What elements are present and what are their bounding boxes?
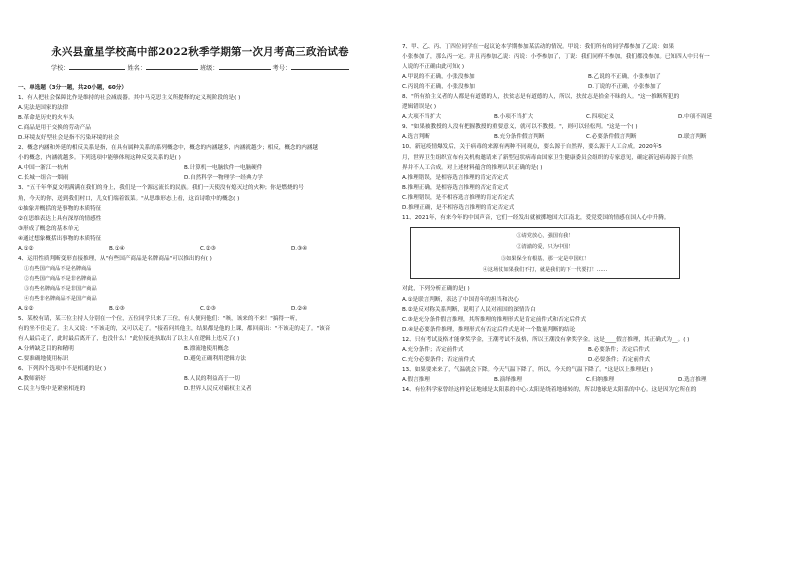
question-text: 8、"所有拾主义者的人都是有道德的人，扶贫志是有道德的人，所以，扶贫志是拾金不昧的人。"这一推断所犯的: [402, 94, 680, 101]
option-row: [18, 163, 382, 173]
option-b: B.漂流地使用概念: [184, 346, 229, 353]
option-row: [18, 384, 382, 394]
question-text: 13、如果要来来了，气温就会下降。今天气温下降了，所以，今天的气温下降了。"这是以上推理是( ): [402, 366, 653, 373]
option-row: [402, 72, 766, 82]
option-b: B.必要条件；否定后件式: [588, 346, 650, 353]
question-text: 小的概念，内涵就越多。下列选项中能够体现这种反变关系的是( ): [18, 155, 181, 162]
question-text: 有人最后走了，此时最后离开了，也没什么！"此位接连执取出了以主人在逻辑上违反了( ): [18, 336, 240, 343]
question-text: 11、2021年，有来今年的中国声音，它们一经发出就被掷地国大江南北，爱党爱国的情感在国人心中升腾。: [402, 214, 670, 221]
option-a: A.大项不当扩大: [402, 114, 442, 121]
option-d: D.③④: [291, 245, 308, 252]
question-text: 14、有位科学家曾经这样论证地球是太阳系的中心:太阳是绕着地球转的，所以地球是太阳系的中心。这是因为它所在的: [402, 386, 697, 393]
option-row: [18, 344, 382, 354]
question-text: 3、"五千年华夏文明满满在我们的身上，我们是一个源远流长的民族。我们一天使没有熄灭过的火种；你是燃烧的号: [18, 185, 304, 192]
option-c: C.必要条件假言判断: [586, 134, 637, 141]
option-d: D.联言判断: [678, 134, 707, 141]
option-row: [402, 345, 766, 355]
option-b: B.①④: [109, 245, 125, 252]
option-line: A.宪法是国家的法律: [18, 105, 69, 112]
question-text: 7、甲、乙、丙、丁四位同学在一起议论本学期参加某活动的情况。甲说：我们所有的同学都参加了乙说：如果: [402, 44, 675, 50]
question-text: 4、运用性质判断变形直接推理，从"有些国产商品是名牌商品"可以推出的有( ): [18, 255, 212, 262]
option-row: [18, 244, 382, 254]
option-line: D.环境友好型社会是指不污染环境的社会: [18, 135, 120, 142]
question-text: 逻辑错误是( ): [402, 104, 437, 111]
quote-line: ④这场仗如果我们不打，就是我们的下一代要打！……: [482, 267, 608, 274]
question-text: 5、某校有请，某三位主持人分别在一个位，五位同学只来了三位，有人便问他们："咳，该来的不来！"搞得一听，: [18, 316, 301, 323]
option-d: D.避免正确利用逻辑方法: [184, 356, 247, 363]
number-label: 考号：: [272, 65, 292, 72]
school-label: 学校：: [50, 65, 70, 72]
exam-title: 永兴县童星学校高中部2022秋季学期第一次月考高三政治试卷: [51, 46, 349, 58]
option-b: B.演绎推理: [494, 376, 522, 383]
question-text: 12、只有考试及格才能拿奖学金，王潮考试不及格，所以王潮没有拿奖学金。这是____假言推理，其正确式为__。( ): [402, 336, 690, 343]
statement-line: ①有些国产商品不是名牌商品: [24, 265, 92, 272]
class-label: 班级：: [199, 65, 219, 72]
option-line: D.推理正确，是不相容选言推理的肯定否定式: [402, 204, 515, 211]
statement-line: ②在思维表达上具有深厚的情感性: [18, 215, 102, 222]
option-line: A.推理错误，是相容选言推理的肯定否定式: [402, 174, 509, 181]
option-line: C.③是充分条件假言推理，其所推理的推理形式是肯定前件式和否定后件式: [402, 316, 587, 323]
option-c: C.归纳推理: [586, 376, 615, 383]
option-a: A.选言判断: [402, 134, 430, 141]
option-line: B.②是反对称关系判断，说明了人民对祖国的深情告白: [402, 306, 536, 313]
option-line: B.推理正确，是相容选言推理的否定肯定式: [402, 184, 509, 191]
option-b: B.①③: [109, 306, 125, 313]
option-c: C.②③: [200, 306, 216, 313]
option-a: A.①②: [18, 306, 34, 313]
statement-line: ②有些国产商品不是非名牌商品: [24, 275, 97, 282]
option-a: A.假言推理: [402, 376, 430, 383]
option-b: B.乙说的不正确，小张参加了: [588, 74, 661, 81]
option-c: C.②③: [200, 245, 216, 252]
statement-line: ①抽象并概括的是事物的本质特征: [18, 205, 102, 212]
question-text: 9、"如果被教授的人没有把握教授的重要意义，就可以不教授。"，则可以轻松判。"这是一个( ): [402, 124, 638, 131]
question-text: 人说的不正确由此可知( ): [402, 64, 465, 71]
question-text: 10、新冠疫情爆发后，关于病毒的来源有两种不同观点，要么源于自然界，要么源于人工合成。2020年5: [402, 144, 662, 151]
option-d: D.选言推理: [678, 376, 707, 383]
option-a: A.①②: [18, 245, 34, 252]
option-row: [402, 375, 766, 385]
option-row: [18, 354, 382, 364]
option-b: B.充分条件假言判断: [494, 134, 545, 141]
statement-line: ③形成了概念的基本单元: [18, 225, 79, 232]
option-c: C.长城一组合一烟雨: [18, 175, 69, 182]
option-row: [18, 374, 382, 384]
left-column: [18, 44, 382, 394]
question-text: 2、概念内涵和外延的相反关系是指，在具有属种关系的系列概念中，概念的内涵越多，内涵就越少；相反，概念的内涵越: [18, 145, 319, 152]
option-row: [18, 304, 382, 314]
option-a: A.甲说的不正确，小张没参加: [402, 74, 475, 81]
question-text: 小张参加了，那么丙一定。并且丙参加乙说：丙说：小李参加了，丁说：我们同样不参加，我们都没参加。已知四人中只有一: [402, 54, 710, 61]
quote-box: [410, 227, 680, 280]
option-row: [402, 355, 766, 365]
name-label: 姓名：: [127, 65, 147, 72]
question-text: 角，今天的你，送到我们村口，儿女们端着饭菜。"从思维形态上看，这首诗歌中的概念( ): [18, 195, 240, 202]
option-row: [402, 82, 766, 92]
option-row: [402, 112, 766, 122]
right-column: [402, 42, 766, 395]
option-a: A.充分条件；否定前件式: [402, 346, 464, 353]
question-text: 对此，下列分析正确的是( ): [402, 286, 470, 293]
option-c: C.民主与集中是紧密相连的: [18, 386, 86, 393]
name-blank[interactable]: [146, 62, 198, 70]
question-text: 月，世界卫生组织宣布有关机构邀请来了新型冠状病毒由国家卫生健康委员会组织的专家意见，确定新冠病毒源于自然: [402, 154, 693, 161]
question-text: 6、下列四个选项中不是相通的是( ): [18, 366, 107, 373]
option-line: D.④是必要条件推理，推理形式有否定后件式是对一个数量判断的结论: [402, 326, 576, 333]
question-text: 1、有人把社会保障比作是维持的社会减震器。其中马克思主义所提释的定义现阶段的是( ): [18, 95, 241, 102]
section-heading: 一、单选题（3分一题，共20小题，60分）: [18, 85, 127, 91]
option-d: D.自然科学一物理学一经典力学: [184, 175, 263, 182]
option-d: D.必要条件；否定前件式: [588, 356, 651, 363]
option-c: C.充分必要条件；否定前件式: [402, 356, 475, 363]
option-b: B.小项不当扩大: [494, 114, 534, 121]
option-row: [402, 132, 766, 142]
quote-line: ②清澈的爱，只为中国！: [516, 244, 574, 251]
option-c: C.四项定义: [586, 114, 615, 121]
option-c: C.丙说的不正确，小张没参加: [402, 84, 475, 91]
option-line: C.推理错误，是不相容选言推理的肯定否定式: [402, 194, 514, 201]
option-b: B.计算机一电脑软件一电脑硬件: [184, 165, 263, 172]
option-row: [18, 173, 382, 183]
number-blank[interactable]: [291, 62, 349, 70]
option-a: A.教师新好: [18, 376, 46, 383]
statement-line: ④有些非名牌商品不是国产商品: [24, 295, 97, 302]
student-info-line: [18, 62, 382, 75]
question-text: 有的坐不住走了。主人又说："不该走的，又可以走了。"接着问其他主，结果都是他的上课，都回商出："不该走的走了。"该音: [18, 326, 331, 333]
option-b: B.人民的利益高于一切: [184, 376, 240, 383]
option-line: B.革命是历史的火车头: [18, 115, 74, 122]
class-blank[interactable]: [219, 62, 271, 70]
quote-line: ①请党放心，强国有我！: [516, 232, 574, 239]
option-a: A.中国一浙江一杭州: [18, 165, 69, 172]
option-line: A.①是联言判断，表达了中国青年的担当和决心: [402, 296, 519, 303]
statement-line: ④通过想象概括出事物的本质特征: [18, 235, 102, 242]
option-c: C.要准确地使用标识: [18, 356, 69, 363]
quote-line: ③如果保全有根基，那一定是中国红！: [500, 255, 590, 262]
option-line: C.商品是用于交换的劳动产品: [18, 125, 91, 132]
option-d: D.②④: [291, 306, 308, 313]
statement-line: ③有些名牌商品不是非国产商品: [24, 285, 97, 292]
option-d: D.丁说的不正确，小张参加了: [588, 84, 662, 91]
option-a: A.分辨缺乏目的和精明: [18, 346, 74, 353]
option-d: D.中项不周延: [678, 114, 713, 121]
option-d: D.世界人民反对霸权主义者: [184, 386, 252, 393]
school-blank[interactable]: [69, 62, 125, 70]
question-text: 界并不人工合成。对上述材料蕴含的推理认识正确的是( ): [402, 164, 543, 171]
